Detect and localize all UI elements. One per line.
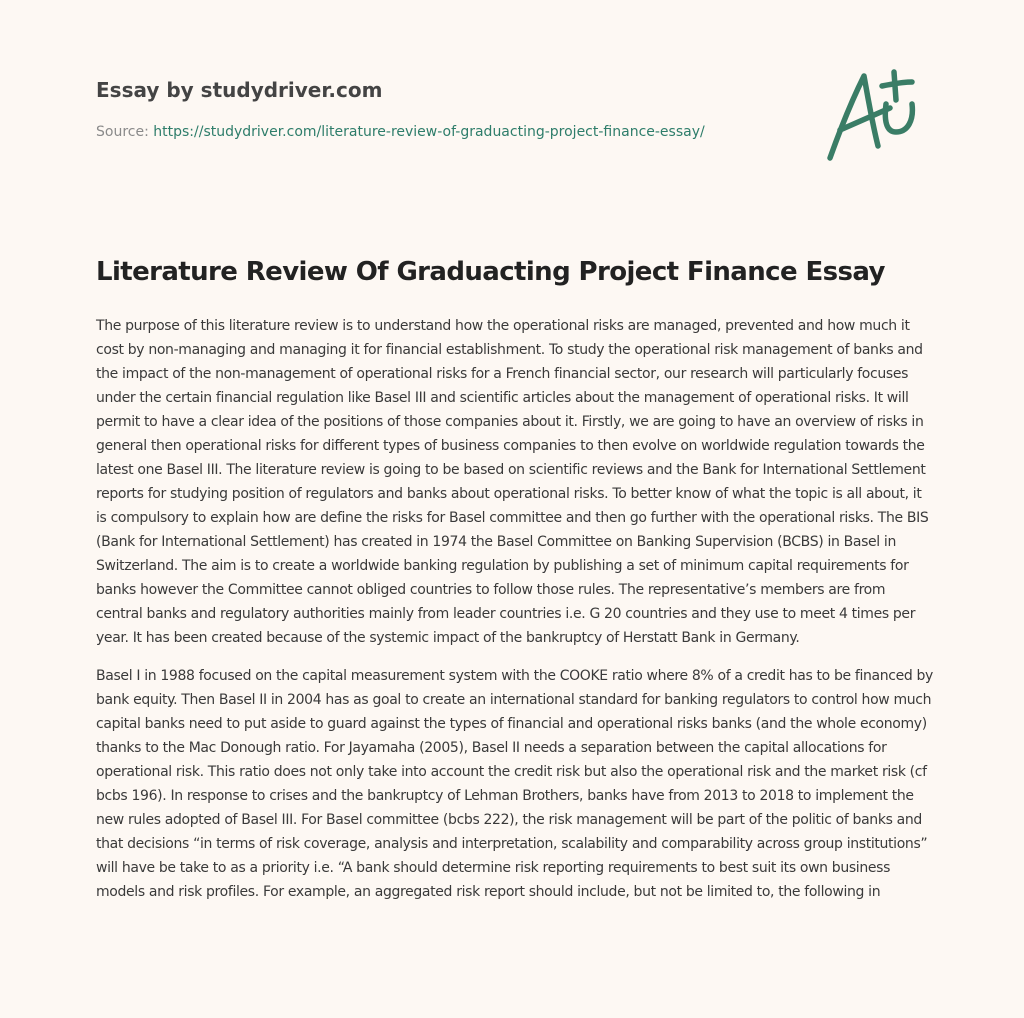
site-brand-title: Essay by studydriver.com — [96, 78, 383, 102]
essay-paragraph-2: Basel I in 1988 focused on the capital measurement system with the COOKE ratio where 8% of a credit has to be financed by bank equity. Then Basel II in 2004 has as goal to create an international standard for banking regulators to control how much capital banks need to put aside to guard against the types of financial and operational risks banks (and the whole economy) thanks to the Mac Donough ratio. For Jayamaha (2005), Basel II needs a separation between the capital allocations for operational risk. This ratio does not only take into account the credit risk but also the operational risk and the market risk (cf bcbs 196). In response to crises and the bankruptcy of Lehman Brothers, banks have from 2013 to 2018 to implement the new rules adopted of Basel III. For Basel committee (bcbs 222), the risk management will be part of the politic of banks and that decisions “in terms of risk coverage, analysis and interpretation, scalability and comparability across group institutions” will have be take to as a priority i.e. “A bank should determine risk reporting requirements to best suit its own business models and risk profiles. For example, an aggregated risk report should include, but not be limited to, the following in — [96, 668, 933, 900]
essay-body — [96, 314, 934, 918]
source-link[interactable]: https://studydriver.com/literature-review-of-graduacting-project-finance-essay/ — [153, 124, 705, 140]
essay-title: Literature Review Of Graduacting Project Finance Essay — [96, 257, 885, 287]
essay-paragraph-1: The purpose of this literature review is to understand how the operational risks are managed, prevented and how much it cost by non-managing and managing it for financial establishment. To study the operational risk management of banks and the impact of the non-management of operational risks for a French financial sector, our research will particularly focuses under the certain financial regulation like Basel III and scientific articles about the management of operational risks. It will permit to have a clear idea of the positions of those companies about it. Firstly, we are going to have an overview of risks in general then operational risks for different types of business companies to then evolve on worldwide regulation towards the latest one Basel III. The literature review is going to be based on scientific reviews and the Bank for International Settlement reports for studying position of regulators and banks about operational risks. To better know of what the topic is all about, it is compulsory to explain how are define the risks for Basel committee and then go further with the operational risks. The BIS (Bank for International Settlement) has created in 1974 the Basel Committee on Banking Supervision (BCBS) in Basel in Switzerland. The aim is to create a worldwide banking regulation by publishing a set of minimum capital requirements for banks however the Committee cannot obliged countries to follow those rules. The representative’s members are from central banks and regulatory authorities mainly from leader countries i.e. G 20 countries and they use to meet 4 times per year. It has been created because of the systemic impact of the bankruptcy of Herstatt Bank in Germany. — [96, 318, 929, 646]
a-plus-logo-svg — [820, 64, 930, 168]
source-label: Source: — [96, 124, 149, 140]
source-line — [96, 122, 796, 142]
a-plus-logo-icon — [820, 64, 930, 168]
essay-header — [96, 76, 796, 142]
